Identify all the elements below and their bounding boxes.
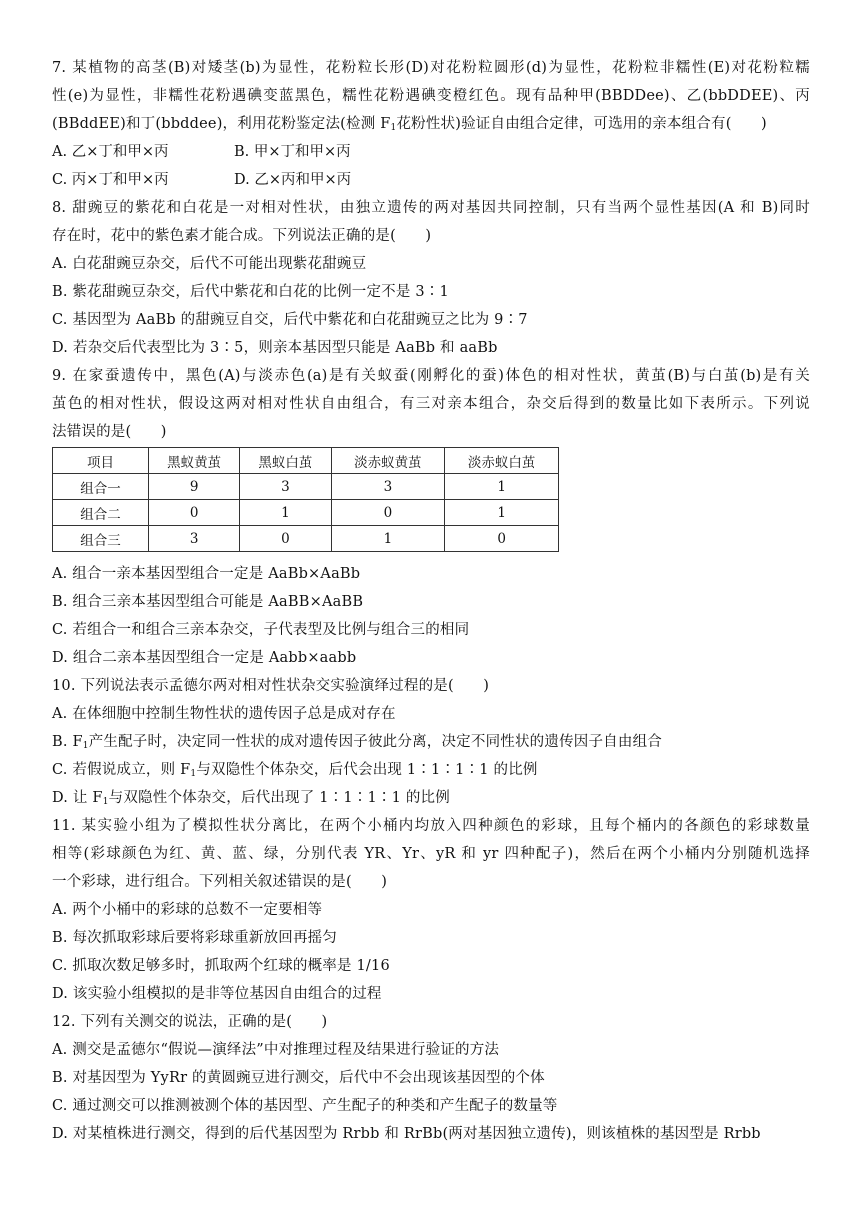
q11-option-a[interactable]: A. 两个小桶中的彩球的总数不一定要相等 [52,902,323,918]
table-cell: 0 [149,500,240,526]
q8-option-d[interactable]: D. 若杂交后代表型比为 3∶5，则亲本基因型只能是 AaBb 和 aaBb [52,340,498,356]
table-cell: 3 [240,474,331,500]
q10-option-d-prefix: D. 让 F [52,790,103,806]
table-header-row [53,448,559,474]
table-cell: 9 [149,474,240,500]
q11-stem-line3: 一个彩球，进行组合。下列相关叙述错误的是( ) [52,874,388,890]
table-header-cell: 淡赤蚁白茧 [445,448,559,474]
table-cell: 组合三 [53,526,149,552]
q7-option-d[interactable]: D. 乙×丙和甲×丙 [234,172,352,188]
q11-stem-line2: 相等(彩球颜色为红、黄、蓝、绿，分别代表 YR、Yr、yR 和 yr 四种配子)，然后在两个小桶内分别随机选择 [52,846,810,862]
table-header-cell: 黑蚁黄茧 [149,448,240,474]
table-cell: 0 [445,526,559,552]
q10-option-b[interactable] [52,733,812,755]
q8-option-b[interactable]: B. 紫花甜豌豆杂交，后代中紫花和白花的比例一定不是 3∶1 [52,284,449,300]
q7-f1-subscript: 1 [390,123,397,133]
q9-option-b[interactable]: B. 组合三亲本基因型组合可能是 AaBB×AaBB [52,594,364,610]
q10-option-d[interactable] [52,789,812,811]
table-header-cell: 项目 [53,448,149,474]
table-cell: 1 [240,500,331,526]
q10-option-c[interactable] [52,761,812,783]
q7-stem-line3 [52,115,812,137]
q7-option-c[interactable]: C. 丙×丁和甲×丙 [52,172,169,188]
table-header-cell: 淡赤蚁黄茧 [331,448,445,474]
table-cell: 组合一 [53,474,149,500]
table-cell: 1 [445,474,559,500]
q12-option-c[interactable]: C. 通过测交可以推测被测个体的基因型、产生配子的种类和产生配子的数量等 [52,1098,558,1114]
table-cell: 1 [331,526,445,552]
q7-stem-line2: 性(e)为显性，非糯性花粉遇碘变蓝黑色，糯性花粉遇碘变橙红色。现有品种甲(BBDDee)、乙(bbDDEE)、丙 [52,88,810,104]
table-cell: 组合二 [53,500,149,526]
q12-option-a[interactable]: A. 测交是孟德尔“假说—演绎法”中对推理过程及结果进行验证的方法 [52,1042,500,1058]
q9-option-d[interactable]: D. 组合二亲本基因型组合一定是 Aabb×aabb [52,650,357,666]
q11-stem-line1: 11. 某实验小组为了模拟性状分离比，在两个小桶内均放入四种颜色的彩球，且每个桶内的各颜色的彩球数量 [52,818,810,834]
q8-option-a[interactable]: A. 白花甜豌豆杂交，后代不可能出现紫花甜豌豆 [52,256,367,272]
q7-stem-line1: 7. 某植物的高茎(B)对矮茎(b)为显性，花粉粒长形(D)对花粉粒圆形(d)为显性，花粉粒非糯性(E)对花粉粒糯 [52,60,810,76]
q10-stem-line1: 10. 下列说法表示孟德尔两对相对性状杂交实验演绎过程的是( ) [52,678,490,694]
q7-stem-line3-a: (BBddEE)和丁(bbddee)，利用花粉鉴定法(检测 F [52,116,391,132]
q7-option-a[interactable]: A. 乙×丁和甲×丙 [52,144,169,160]
table-cell: 0 [331,500,445,526]
table-cell: 3 [331,474,445,500]
q7-option-b[interactable]: B. 甲×丁和甲×丙 [234,144,351,160]
q11-option-b[interactable]: B. 每次抓取彩球后要将彩球重新放回再摇匀 [52,930,338,946]
table-cell: 0 [240,526,331,552]
q10-option-b-text: 产生配子时，决定同一性状的成对遗传因子彼此分离，决定不同性状的遗传因子自由组合 [88,734,662,750]
table-row [53,500,559,526]
q10-f1-subscript: 1 [190,769,197,779]
q11-option-c[interactable]: C. 抓取次数足够多时，抓取两个红球的概率是 1/16 [52,958,390,974]
q10-option-d-text: 与双隐性个体杂交，后代出现了 1∶1∶1∶1 的比例 [108,790,450,806]
q9-stem-line3: 法错误的是( ) [52,424,167,440]
table-row [53,526,559,552]
q7-options-row1 [52,143,351,161]
table-header-cell: 黑蚁白茧 [240,448,331,474]
q7-options-row2 [52,171,352,189]
q9-data-table [52,447,559,552]
q10-f1-subscript: 1 [82,741,89,751]
q8-stem-line2: 存在时，花中的紫色素才能合成。下列说法正确的是( ) [52,228,432,244]
q9-stem-line1: 9. 在家蚕遗传中，黑色(A)与淡赤色(a)是有关蚁蚕(刚孵化的蚕)体色的相对性状，黄茧(B)与白茧(b)是有关 [52,368,810,384]
q12-stem-line1: 12. 下列有关测交的说法，正确的是( ) [52,1014,328,1030]
q10-f1-subscript: 1 [102,797,109,807]
q9-option-a[interactable]: A. 组合一亲本基因型组合一定是 AaBb×AaBb [52,566,361,582]
q8-option-c[interactable]: C. 基因型为 AaBb 的甜豌豆自交，后代中紫花和白花甜豌豆之比为 9∶7 [52,312,528,328]
q10-option-a[interactable]: A. 在体细胞中控制生物性状的遗传因子总是成对存在 [52,706,396,722]
q9-stem-line2: 茧色的相对性状，假设这两对相对性状自由组合，有三对亲本组合，杂交后得到的数量比如下表所示。下列说 [52,396,810,412]
q8-stem-line1: 8. 甜豌豆的紫花和白花是一对相对性状，由独立遗传的两对基因共同控制，只有当两个显性基因(A 和 B)同时 [52,200,810,216]
table-row [53,474,559,500]
q7-stem-line3-b: 花粉性状)验证自由组合定律，可选用的亲本组合有( ) [396,116,767,132]
q10-option-b-prefix: B. F [52,734,83,750]
table-cell: 3 [149,526,240,552]
q11-option-d[interactable]: D. 该实验小组模拟的是非等位基因自由组合的过程 [52,986,382,1002]
q12-option-b[interactable]: B. 对基因型为 YyRr 的黄圆豌豆进行测交，后代中不会出现该基因型的个体 [52,1070,545,1086]
table-cell: 1 [445,500,559,526]
q10-option-c-text: 与双隐性个体杂交，后代会出现 1∶1∶1∶1 的比例 [196,762,538,778]
q12-option-d[interactable]: D. 对某植株进行测交，得到的后代基因型为 Rrbb 和 RrBb(两对基因独立遗传)，则该植株的基因型是 Rrbb [52,1126,761,1142]
q10-option-c-prefix: C. 若假说成立，则 F [52,762,191,778]
q9-option-c[interactable]: C. 若组合一和组合三亲本杂交，子代表型及比例与组合三的相同 [52,622,470,638]
